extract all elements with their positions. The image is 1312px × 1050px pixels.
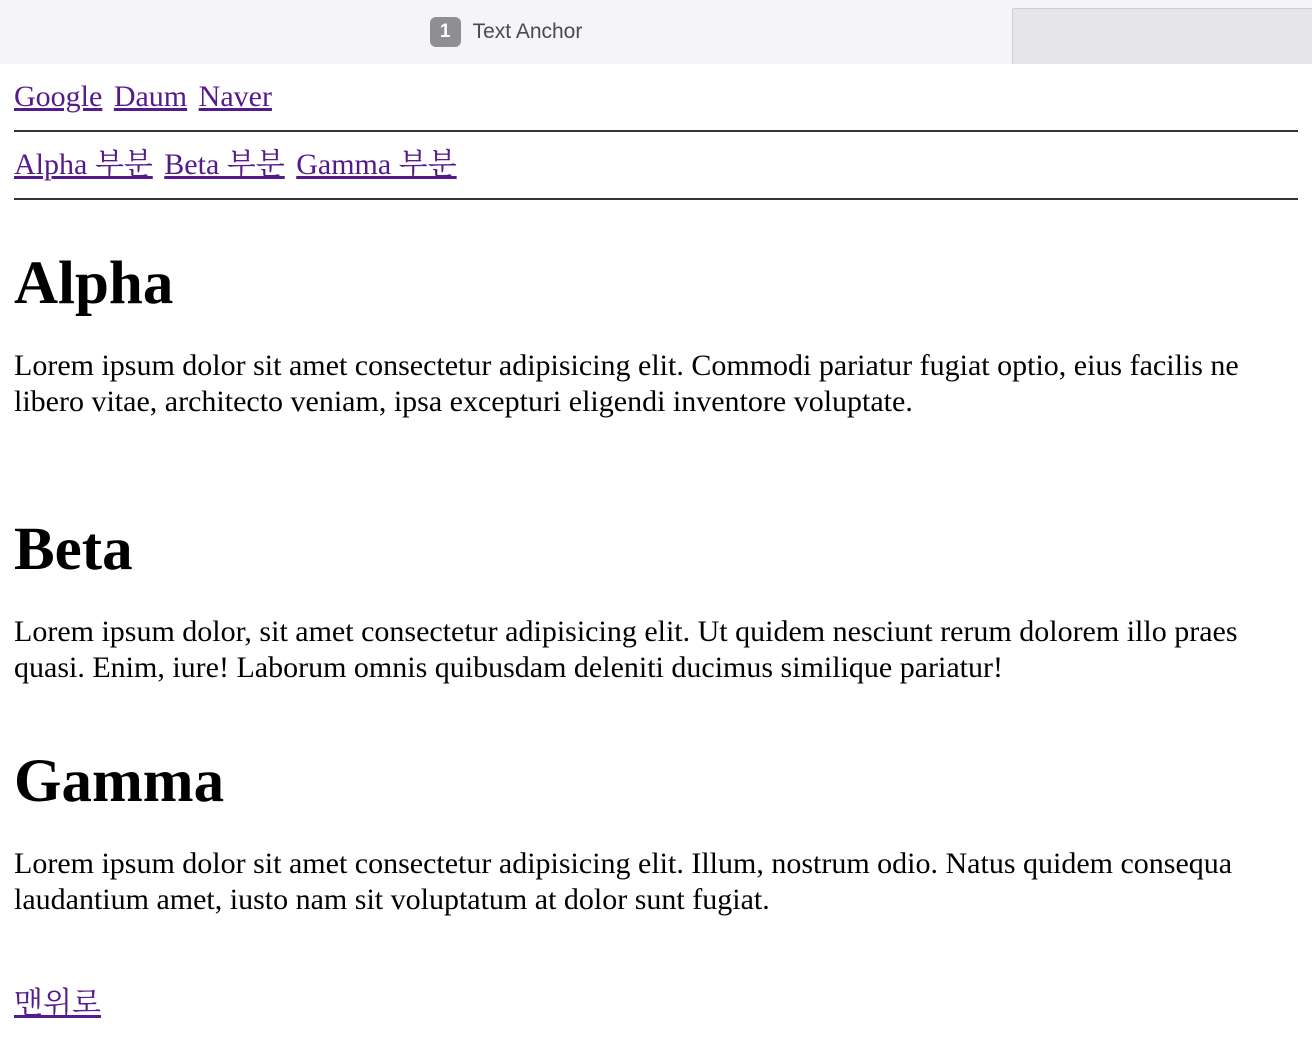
link-naver[interactable]: Naver: [198, 80, 272, 113]
divider-bottom: [14, 198, 1298, 200]
tab-number-badge: 1: [430, 17, 461, 47]
link-daum[interactable]: Daum: [113, 80, 188, 113]
heading-alpha: Alpha: [14, 250, 174, 317]
site-links: [14, 64, 1298, 130]
tab-empty-area[interactable]: [1012, 8, 1312, 64]
tab-title: Text Anchor: [472, 20, 583, 43]
paragraph-gamma-line2: laudantium amet, iusto nam sit voluptatum at dolor sunt fugiat.: [14, 883, 770, 916]
page-content: [0, 64, 1298, 1022]
paragraph-alpha-line2: libero vitae, architecto veniam, ipsa excepturi eligendi inventore voluptate.: [14, 385, 913, 418]
paragraph-beta-line2: quasi. Enim, iure! Laborum omnis quibusdam deleniti ducimus similique pariatur!: [14, 651, 1003, 684]
paragraph-beta-line1: Lorem ipsum dolor, sit amet consectetur adipisicing elit. Ut quidem nesciunt rerum dolorem illo praes: [14, 615, 1238, 648]
section-beta: [14, 500, 1298, 732]
section-gamma: [14, 732, 1298, 964]
paragraph-alpha: [14, 348, 1298, 420]
tab-bar: [0, 0, 1312, 64]
link-gamma-section[interactable]: Gamma 부분: [296, 148, 457, 181]
link-beta-section[interactable]: Beta 부분: [164, 148, 285, 181]
paragraph-gamma: [14, 846, 1298, 918]
heading-beta: Beta: [14, 516, 133, 583]
link-alpha-section[interactable]: Alpha 부분: [14, 148, 153, 181]
section-alpha: [14, 234, 1298, 500]
link-google[interactable]: Google: [14, 80, 103, 113]
tab-text-anchor[interactable]: [0, 0, 1012, 64]
paragraph-alpha-line1: Lorem ipsum dolor sit amet consectetur adipisicing elit. Commodi pariatur fugiat optio, eius facilis ne: [14, 349, 1239, 382]
paragraph-beta: [14, 614, 1298, 686]
paragraph-gamma-line1: Lorem ipsum dolor sit amet consectetur adipisicing elit. Illum, nostrum odio. Natus quidem consequa: [14, 847, 1233, 880]
section-links: [14, 132, 1298, 198]
heading-gamma: Gamma: [14, 748, 225, 815]
back-to-top-link[interactable]: 맨위로: [14, 987, 101, 1020]
